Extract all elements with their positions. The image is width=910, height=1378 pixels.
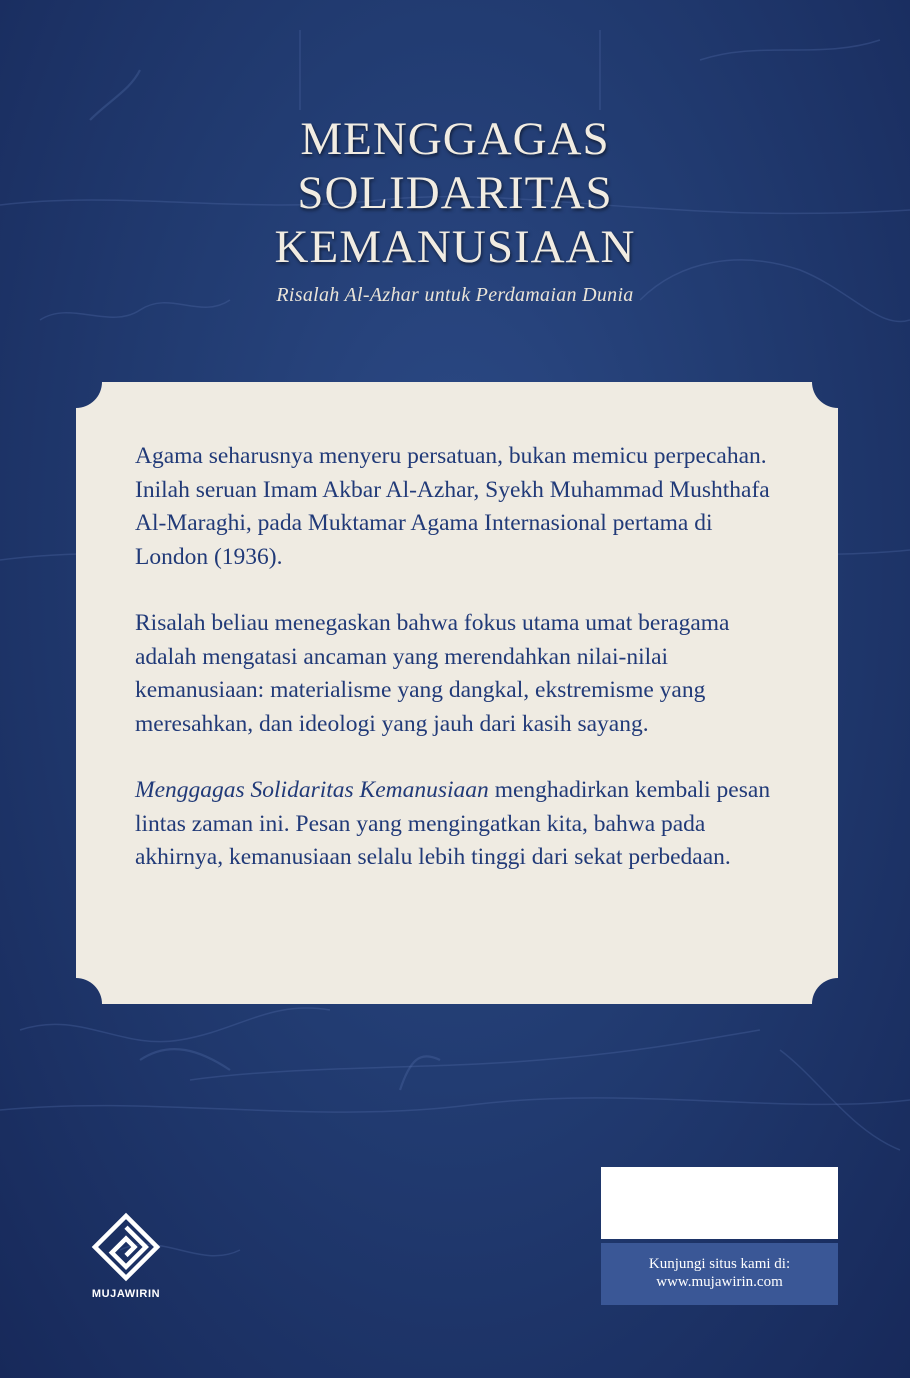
blurb-paragraph-3 (135, 774, 785, 875)
title-block (0, 112, 910, 307)
blurb-book-title: Menggagas Solidaritas Kemanusiaan (135, 777, 489, 803)
publisher-logo (80, 1212, 172, 1300)
blurb-paragraph-1: Agama seharusnya menyeru persatuan, bukan memicu perpecahan. Inilah seruan Imam Akbar Al-Azhar, Syekh Muhammad Mushthafa Al-Maraghi, pada Muktamar Agama Internasional pertama di London (1936). (135, 443, 770, 570)
publisher-name: MUJAWIRIN (91, 1288, 161, 1300)
barcode-area (601, 1167, 838, 1239)
website-url[interactable]: www.mujawirin.com (656, 1274, 783, 1290)
blurb-paragraph-2: Risalah beliau menegaskan bahwa fokus utama umat beragama adalah mengatasi ancaman yang merendahkan nilai-nilai kemanusiaan: materialisme yang dangkal, ekstremisme yang meresahkan, dan ideologi yang jauh dari kasih sayang. (135, 610, 730, 737)
book-title-line-3: KEMANUSIAAN (274, 221, 636, 273)
blurb-text (135, 440, 785, 908)
kufic-square-logo-icon (91, 1212, 161, 1282)
website-caption: Kunjungi situs kami di: (648, 1256, 791, 1272)
book-subtitle: Risalah Al-Azhar untuk Perdamaian Dunia (276, 284, 634, 306)
blurb-paragraph-3-rest: menghadirkan kembali pesan lintas zaman ini. Pesan yang mengingatkan kita, bahwa pada akhirnya, kemanusiaan selalu lebih tinggi dari sekat perbedaan. (135, 777, 771, 870)
website-box (601, 1243, 838, 1305)
book-title-line-2: SOLIDARITAS (297, 167, 613, 219)
book-title-line-1: MENGGAGAS (300, 113, 610, 165)
